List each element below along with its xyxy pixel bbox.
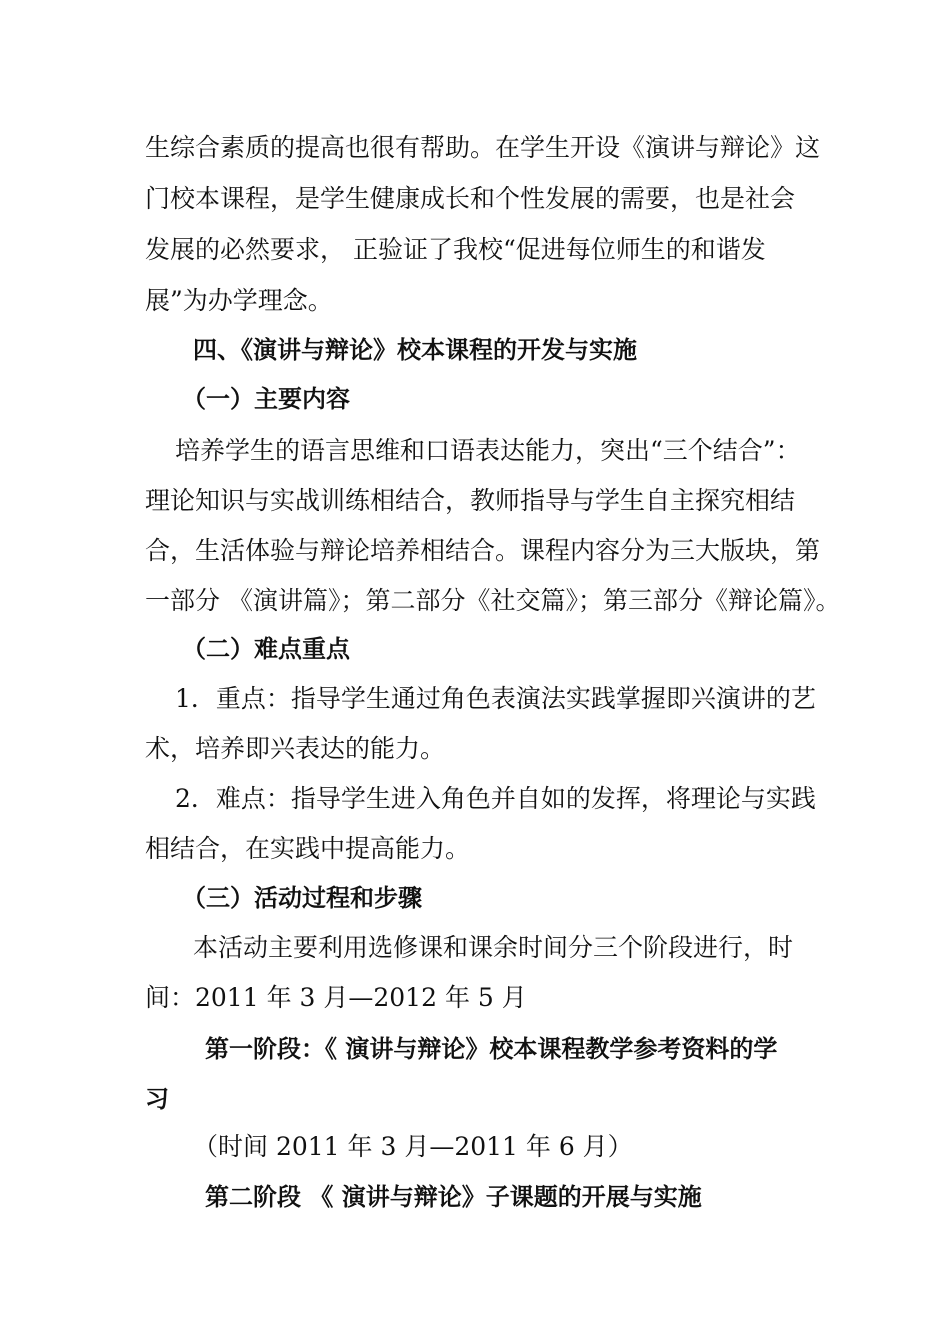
list-item: 2．难点：指导学生进入角色并自如的发挥，将理论与实践 [175, 784, 816, 813]
subsection-heading: （二）难点重点 [182, 635, 350, 663]
body-text-line: 培养学生的语言思维和口语表达能力，突出“三个结合”： [175, 436, 801, 465]
stage-heading: 第二阶段 《 演讲与辩论》子课题的开展与实施 [205, 1183, 702, 1211]
section-heading: 四、《演讲与辩论》校本课程的开发与实施 [193, 336, 637, 364]
stage-time-range: （时间 2011 年 3 月—2011 年 6 月） [193, 1132, 633, 1161]
body-text-line: 门校本课程，是学生健康成长和个性发展的需要，也是社会 [145, 184, 796, 213]
body-text-line: 展”为办学理念。 [145, 286, 333, 315]
stage-heading-continued: 习 [145, 1085, 169, 1113]
body-text-line: 间：2011 年 3 月—2012 年 5 月 [145, 983, 527, 1012]
body-text-line: 发展的必然要求， 正验证了我校“促进每位师生的和谐发 [145, 235, 766, 264]
subsection-heading: （一）主要内容 [182, 385, 350, 413]
list-item: 1．重点：指导学生通过角色表演法实践掌握即兴演讲的艺 [175, 684, 816, 713]
body-text-line: 本活动主要利用选修课和课余时间分三个阶段进行，时 [193, 933, 794, 962]
body-text-line: 理论知识与实战训练相结合，教师指导与学生自主探究相结 [145, 486, 796, 515]
body-text-line: 合，生活体验与辩论培养相结合。课程内容分为三大版块，第 [145, 536, 821, 565]
stage-heading: 第一阶段：《 演讲与辩论》校本课程教学参考资料的学 [205, 1035, 778, 1063]
body-text-line: 一部分 《演讲篇》；第二部分《社交篇》；第三部分《辩论篇》。 [145, 586, 841, 615]
subsection-heading: （三）活动过程和步骤 [182, 884, 422, 912]
body-text-line: 相结合，在实践中提高能力。 [145, 834, 471, 863]
body-text-line: 生综合素质的提高也很有帮助。在学生开设《演讲与辩论》这 [145, 133, 821, 162]
body-text-line: 术，培养即兴表达的能力。 [145, 734, 446, 763]
